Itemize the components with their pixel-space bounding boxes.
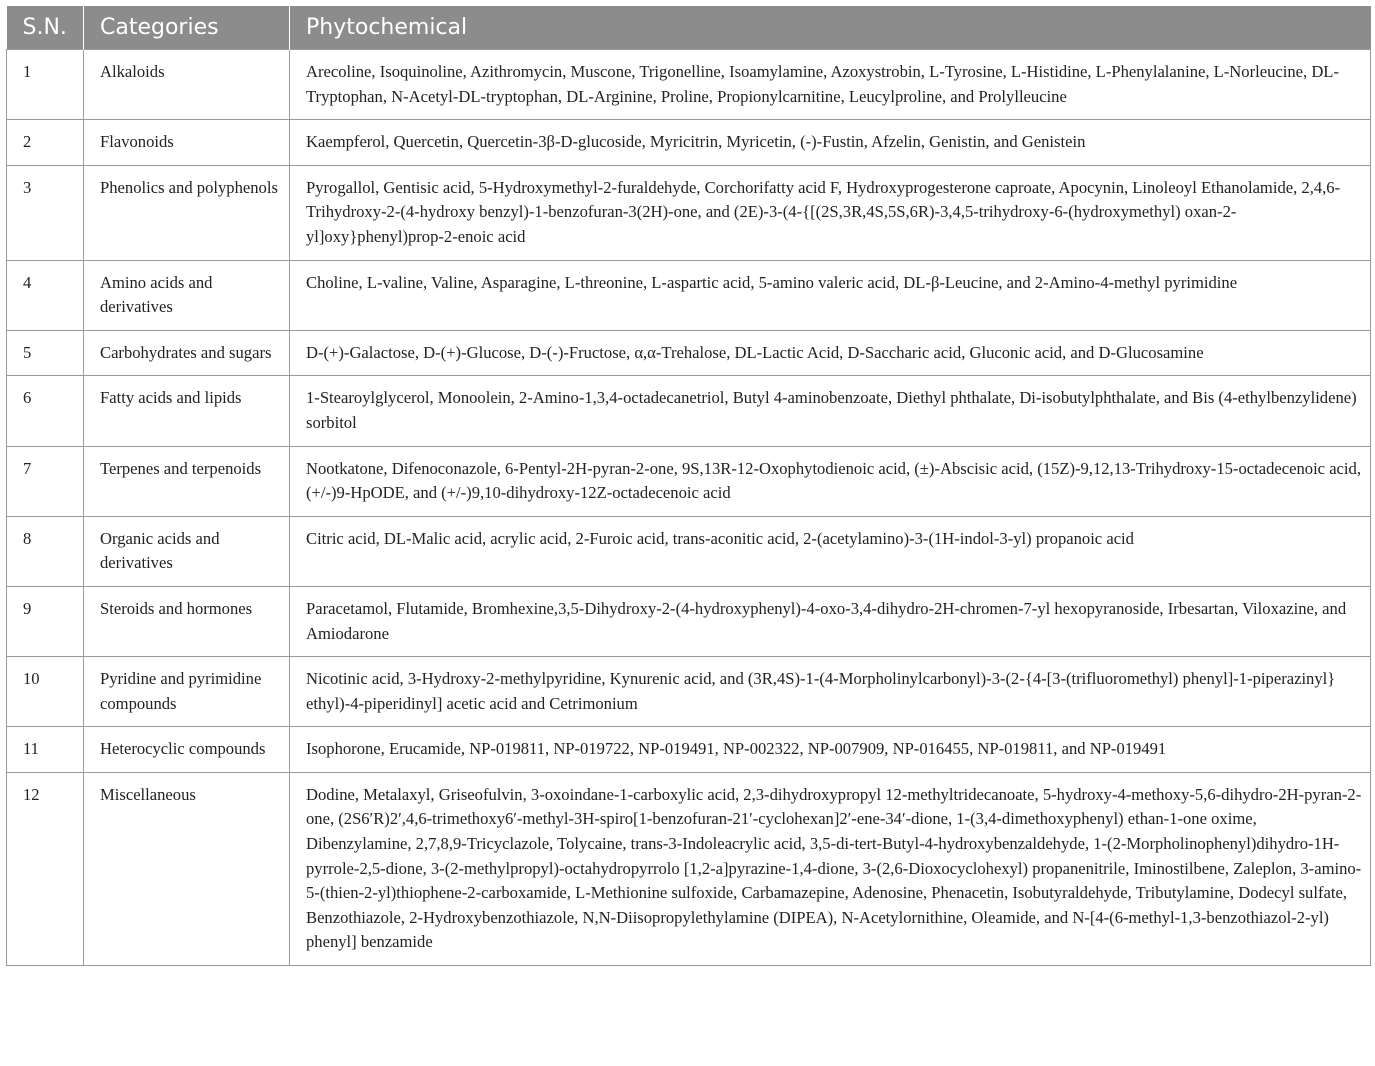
cell-sn: 9: [7, 586, 84, 656]
cell-phytochemical: Kaempferol, Quercetin, Quercetin-3β-D-glucoside, Myricitrin, Myricetin, (-)-Fustin, Afzelin, Genistin, and Genistein: [290, 120, 1371, 166]
cell-category: Steroids and hormones: [84, 586, 290, 656]
cell-phytochemical: Dodine, Metalaxyl, Griseofulvin, 3-oxoindane-1-carboxylic acid, 2,3-dihydroxypropyl 12-methyltridecanoate, 5-hydroxy-4-methoxy-5,6-dihydro-2H-pyran-2-one, (2S6′R)2′,4,6-trimethoxy6′-methyl-3H-spiro[1-benzofuran-21′-cyclohexan]2′-ene-34′-dione, 1-(3,4-dimethoxyphenyl) ethan-1-one oxime, Dibenzylamine, 2,7,8,9-Tricyclazole, Tolycaine, trans-3-Indoleacrylic acid, 3,5-di-tert-Butyl-4-hydroxybenzaldehyde, 1-(2-Morpholinophenyl)dihydro-1H-pyrrole-2,5-dione, 3-(2-methylpropyl)-octahydropyrrolo [1,2-a]pyrazine-1,4-dione, 3-(2,6-Dioxocyclohexyl) propanenitrile, Iminostilbene, Zaleplon, 3-amino-5-(thien-2-yl)thiophene-2-carboxamide, L-Methionine sulfoxide, Carbamazepine, Adenosine, Phenacetin, Isobutyraldehyde, Tributylamine, Dodecyl sulfate, Benzothiazole, 2-Hydroxybenzothiazole, N,N-Diisopropylethylamine (DIPEA), N-Acetylornithine, Oleamide, and N-[4-(6-methyl-1,3-benzothiazol-2-yl) phenyl] benzamide: [290, 772, 1371, 965]
cell-category: Pyridine and pyrimidine compounds: [84, 657, 290, 727]
cell-sn: 7: [7, 446, 84, 516]
cell-sn: 10: [7, 657, 84, 727]
cell-category: Fatty acids and lipids: [84, 376, 290, 446]
cell-sn: 5: [7, 330, 84, 376]
table-row: [7, 586, 1371, 656]
cell-category: Flavonoids: [84, 120, 290, 166]
table-row: [7, 120, 1371, 166]
cell-category: Heterocyclic compounds: [84, 727, 290, 773]
table-row: [7, 260, 1371, 330]
cell-sn: 3: [7, 165, 84, 260]
table-row: [7, 165, 1371, 260]
cell-category: Terpenes and terpenoids: [84, 446, 290, 516]
cell-sn: 8: [7, 516, 84, 586]
table-row: [7, 50, 1371, 120]
cell-category: Carbohydrates and sugars: [84, 330, 290, 376]
cell-phytochemical: 1-Stearoylglycerol, Monoolein, 2-Amino-1,3,4-octadecanetriol, Butyl 4-aminobenzoate, Diethyl phthalate, Di-isobutylphthalate, and Bis (4-ethylbenzylidene) sorbitol: [290, 376, 1371, 446]
cell-sn: 11: [7, 727, 84, 773]
table-body: [7, 50, 1371, 966]
cell-phytochemical: Citric acid, DL-Malic acid, acrylic acid, 2-Furoic acid, trans-aconitic acid, 2-(acetylamino)-3-(1H-indol-3-yl) propanoic acid: [290, 516, 1371, 586]
table-row: [7, 727, 1371, 773]
cell-phytochemical: Nicotinic acid, 3-Hydroxy-2-methylpyridine, Kynurenic acid, and (3R,4S)-1-(4-Morpholinylcarbonyl)-3-(2-{4-[3-(trifluoromethyl) phenyl]-1-piperazinyl} ethyl)-4-piperidinyl] acetic acid and Cetrimonium: [290, 657, 1371, 727]
cell-sn: 12: [7, 772, 84, 965]
table-row: [7, 772, 1371, 965]
cell-category: Miscellaneous: [84, 772, 290, 965]
phytochemical-table: [6, 6, 1371, 966]
table-row: [7, 330, 1371, 376]
table-row: [7, 446, 1371, 516]
phytochemical-table-container: [6, 6, 1370, 966]
cell-category: Phenolics and polyphenols: [84, 165, 290, 260]
cell-phytochemical: Isophorone, Erucamide, NP-019811, NP-019722, NP-019491, NP-002322, NP-007909, NP-016455, NP-019811, and NP-019491: [290, 727, 1371, 773]
cell-phytochemical: Nootkatone, Difenoconazole, 6-Pentyl-2H-pyran-2-one, 9S,13R-12-Oxophytodienoic acid, (±)-Abscisic acid, (15Z)-9,12,13-Trihydroxy-15-octadecenoic acid, (+/-)9-HpODE, and (+/-)9,10-dihydroxy-12Z-octadecenoic acid: [290, 446, 1371, 516]
cell-phytochemical: Arecoline, Isoquinoline, Azithromycin, Muscone, Trigonelline, Isoamylamine, Azoxystrobin, L-Tyrosine, L-Histidine, L-Phenylalanine, L-Norleucine, DL-Tryptophan, N-Acetyl-DL-tryptophan, DL-Arginine, Proline, Propionylcarnitine, Leucylproline, and Prolylleucine: [290, 50, 1371, 120]
cell-phytochemical: D-(+)-Galactose, D-(+)-Glucose, D-(-)-Fructose, α,α-Trehalose, DL-Lactic Acid, D-Saccharic acid, Gluconic acid, and D-Glucosamine: [290, 330, 1371, 376]
cell-sn: 2: [7, 120, 84, 166]
table-header-row: [7, 6, 1371, 50]
cell-category: Alkaloids: [84, 50, 290, 120]
table-row: [7, 516, 1371, 586]
cell-sn: 1: [7, 50, 84, 120]
table-header: [7, 6, 1371, 50]
header-categories: Categories: [84, 6, 290, 50]
cell-category: Amino acids and derivatives: [84, 260, 290, 330]
cell-phytochemical: Paracetamol, Flutamide, Bromhexine,3,5-Dihydroxy-2-(4-hydroxyphenyl)-4-oxo-3,4-dihydro-2H-chromen-7-yl hexopyranoside, Irbesartan, Viloxazine, and Amiodarone: [290, 586, 1371, 656]
cell-sn: 4: [7, 260, 84, 330]
cell-sn: 6: [7, 376, 84, 446]
cell-phytochemical: Pyrogallol, Gentisic acid, 5-Hydroxymethyl-2-furaldehyde, Corchorifatty acid F, Hydroxyprogesterone caproate, Apocynin, Linoleoyl Ethanolamide, 2,4,6-Trihydroxy-2-(4-hydroxy benzyl)-1-benzofuran-3(2H)-one, and (2E)-3-(4-{[(2S,3R,4S,5S,6R)-3,4,5-trihydroxy-6-(hydroxymethyl) oxan-2-yl]oxy}phenyl)prop-2-enoic acid: [290, 165, 1371, 260]
table-row: [7, 376, 1371, 446]
cell-phytochemical: Choline, L-valine, Valine, Asparagine, L-threonine, L-aspartic acid, 5-amino valeric acid, DL-β-Leucine, and 2-Amino-4-methyl pyrimidine: [290, 260, 1371, 330]
header-phytochemical: Phytochemical: [290, 6, 1371, 50]
header-sn: S.N.: [7, 6, 84, 50]
table-row: [7, 657, 1371, 727]
cell-category: Organic acids and derivatives: [84, 516, 290, 586]
